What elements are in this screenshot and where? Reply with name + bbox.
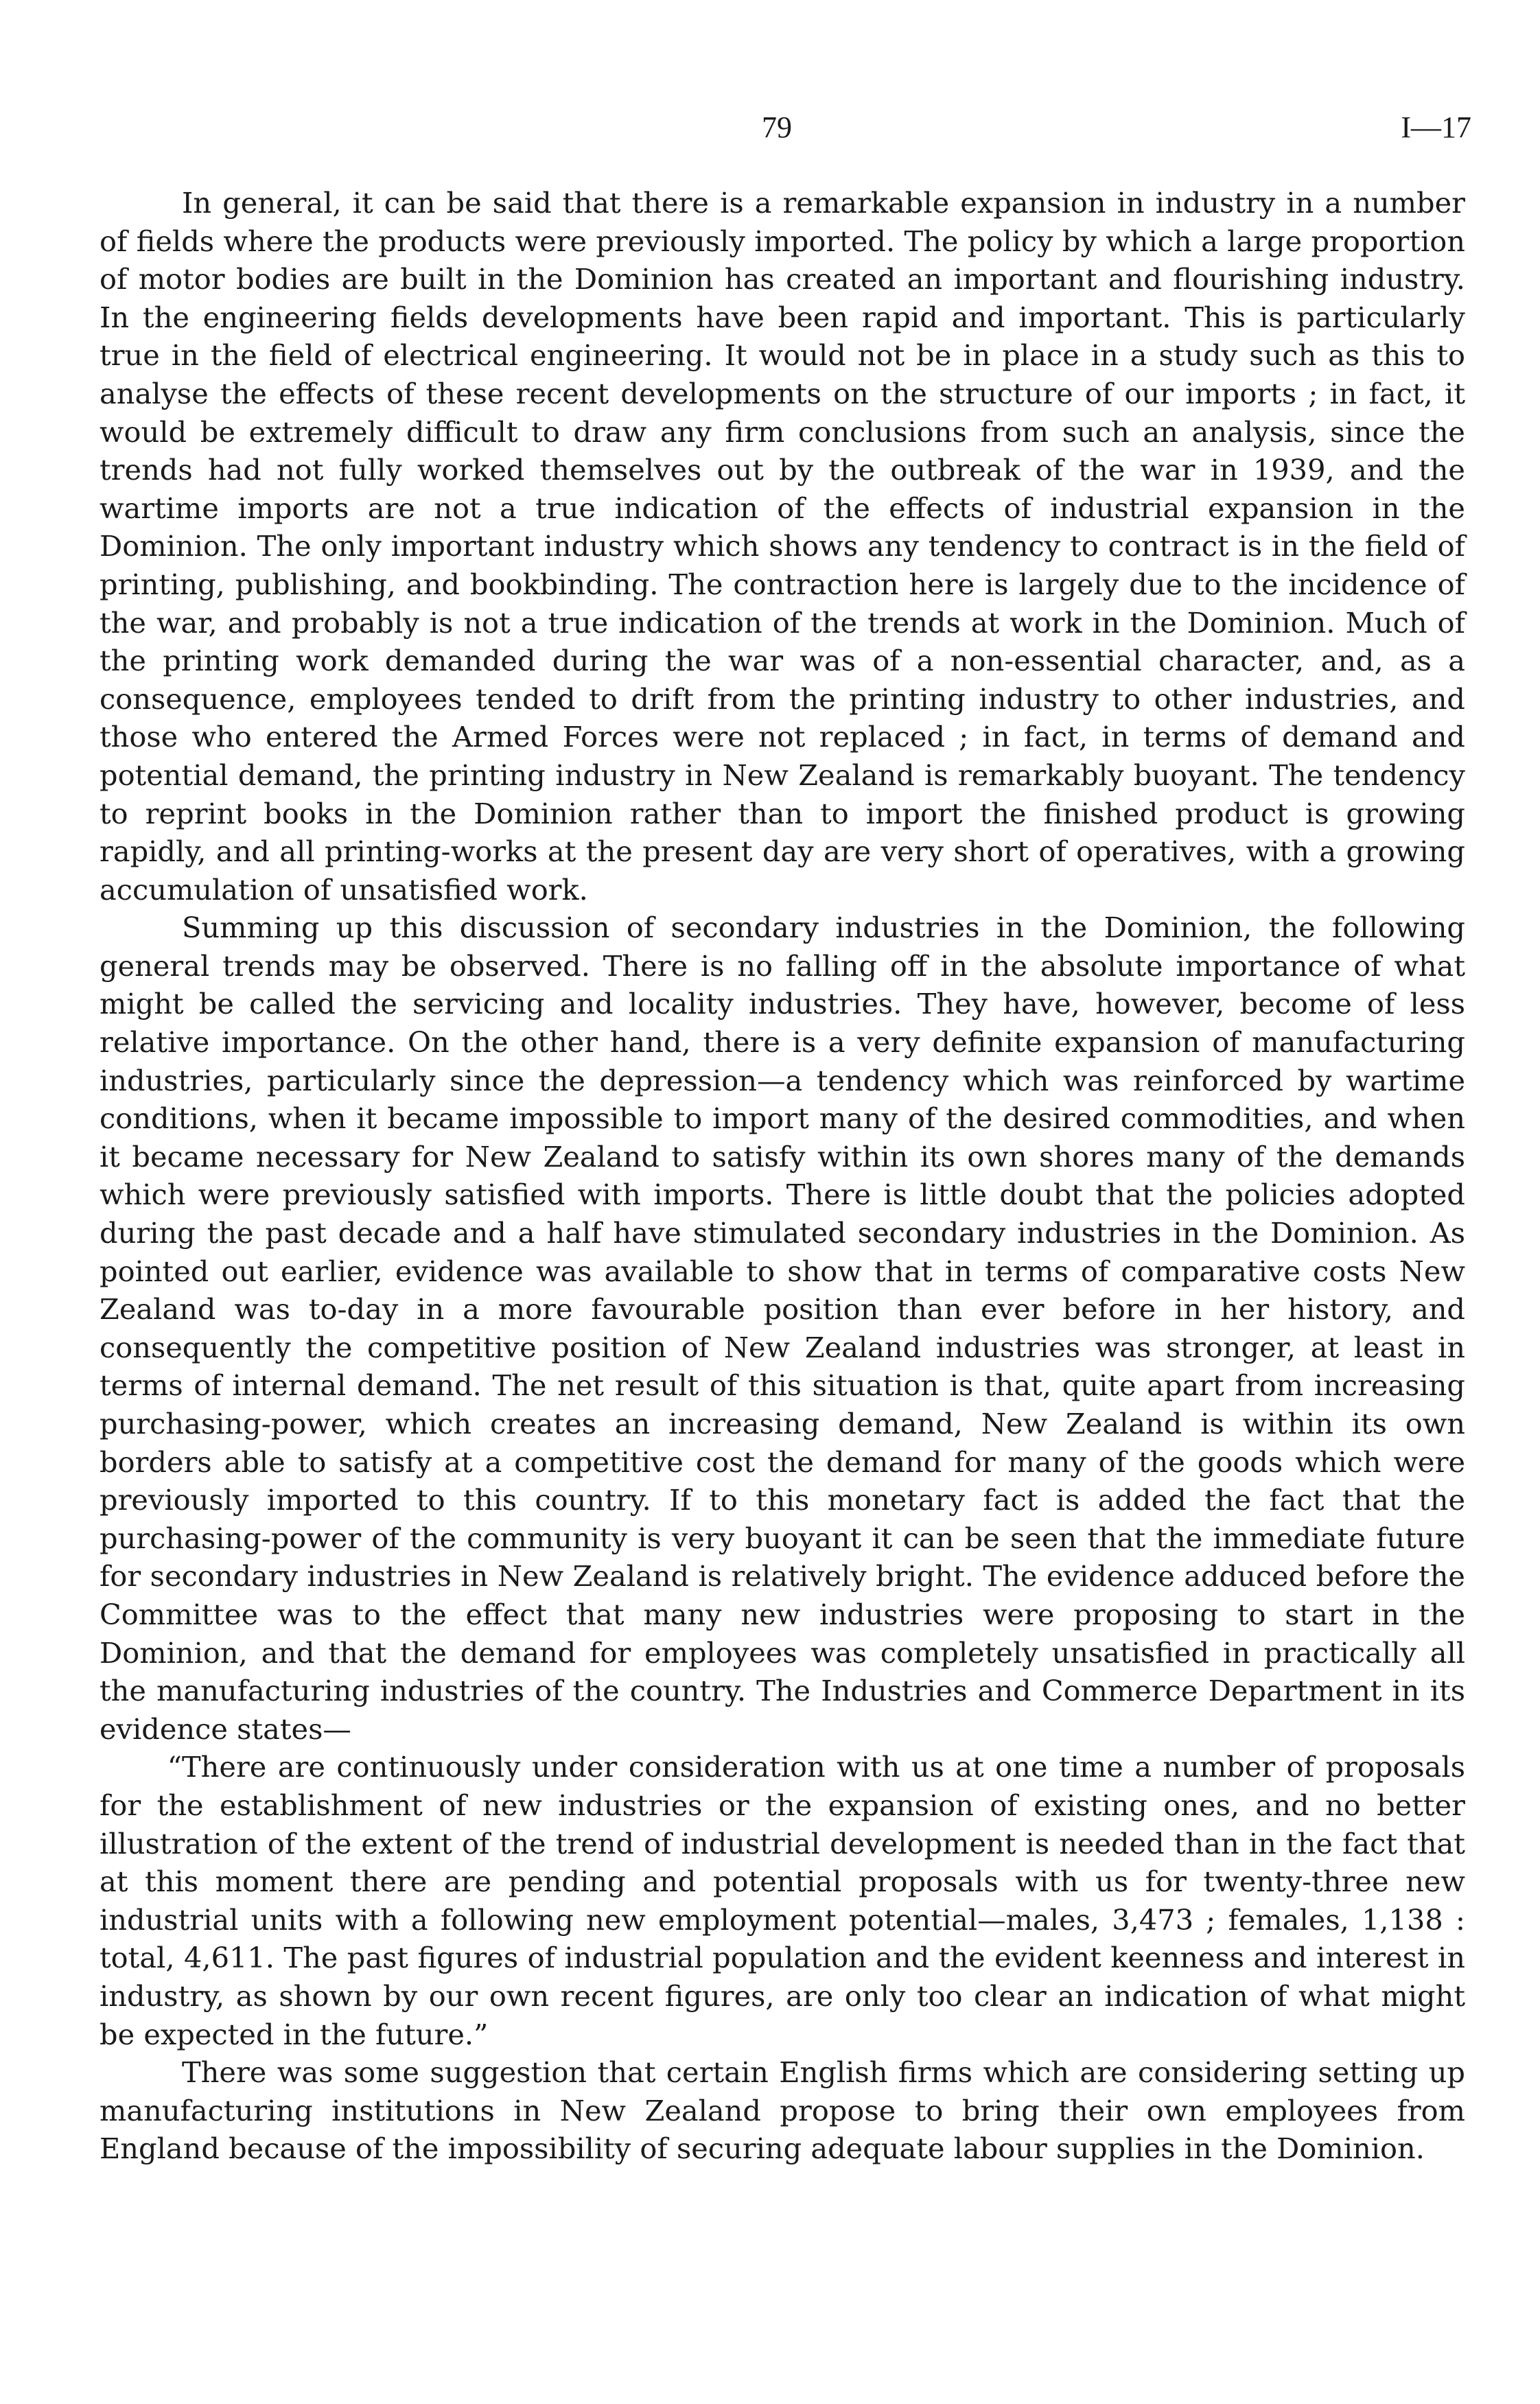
quote-text: There are continuously under consideration with us at one time a number of proposals for the establishment of new industries or the expansion of existing ones, and no better illustration of the extent of the trend of industrial development is needed than in the fact that at this moment there are pending and potential proposals with us for twenty-three new industrial units with a following new employment potential—males, 3,473 ; females, 1,138 : total, 4,611. The past figures of industrial population and the evident keenness and interest in industry, as shown by our own recent figures, are only too clear an indication of what might be expected in the future.” bbox=[100, 1750, 1465, 2051]
page-number: 79 bbox=[762, 110, 792, 144]
document-reference: I—17 bbox=[1401, 110, 1471, 144]
paragraph-english-firms: There was some suggestion that certain English firms which are considering setting up manufacturing institutions in New Zealand propose to bring their own employees from England because of the impossibility of securing adequate labour supplies in the Dominion. bbox=[100, 2055, 1465, 2166]
page-header bbox=[100, 110, 1471, 151]
paragraph-industrial-expansion: In general, it can be said that there is a remarkable expansion in industry in a number of fields where the products were previously imported. The policy by which a large proportion of motor bodies are built in the Dominion has created an important and flourishing industry. In the engineering fields developments have been rapid and important. This is particularly true in the field of electrical engineering. It would not be in place in a study such as this to analyse the effects of these recent developments on the structure of our imports ; in fact, it would be extremely difficult to draw any firm conclusions from such an analysis, since the trends had not fully worked themselves out by the outbreak of the war in 1939, and the wartime imports are not a true indication of the effects of industrial expansion in the Dominion. The only important industry which shows any tendency to contract is in the field of printing, publishing, and bookbinding. The contraction here is largely due to the incidence of the war, and probably is not a true indication of the trends at work in the Dominion. Much of the printing work demanded during the war was of a non-essential character, and, as a consequence, employees tended to drift from the printing industry to other industries, and those who entered the Armed Forces were not replaced ; in fact, in terms of demand and potential demand, the printing industry in New Zealand is remarkably buoyant. The tendency to reprint books in the Dominion rather than to import the finished product is growing rapidly, and all printing-works at the present day are very short of operatives, with a growing accumulation of unsatisfied work. bbox=[100, 186, 1465, 907]
body-text bbox=[100, 184, 1465, 2168]
evidence-quote bbox=[100, 1748, 1465, 2053]
paragraph-summary-trends: Summing up this discussion of secondary industries in the Dominion, the following general trends may be observed. There is no falling off in the absolute importance of what might be called the servicing and locality industries. They have, however, become of less relative importance. On the other hand, there is a very definite expansion of manufacturing industries, particularly since the depression—a tendency which was reinforced by wartime conditions, when it became impossible to import many of the desired commodities, and when it became necessary for New Zealand to satisfy within its own shores many of the demands which were previously satisfied with imports. There is little doubt that the policies adopted during the past decade and a half have stimulated secondary industries in the Dominion. As pointed out earlier, evidence was available to show that in terms of comparative costs New Zealand was to-day in a more favourable position than ever before in her history, and consequently the competitive position of New Zealand industries was stronger, at least in terms of internal demand. The net result of this situation is that, quite apart from increasing purchasing-power, which creates an increasing demand, New Zealand is within its own borders able to satisfy at a competitive cost the demand for many of the goods which were previously imported to this country. If to this monetary fact is added the fact that the purchasing-power of the community is very buoyant it can be seen that the immediate future for secondary industries in New Zealand is relatively bright. The evidence adduced before the Committee was to the effect that many new industries were proposing to start in the Dominion, and that the demand for employees was completely unsatisfied in practically all the manufacturing industries of the country. The Industries and Commerce Department in its evidence states— bbox=[100, 911, 1465, 1746]
quote-opening-mark: “ bbox=[167, 1750, 182, 1784]
